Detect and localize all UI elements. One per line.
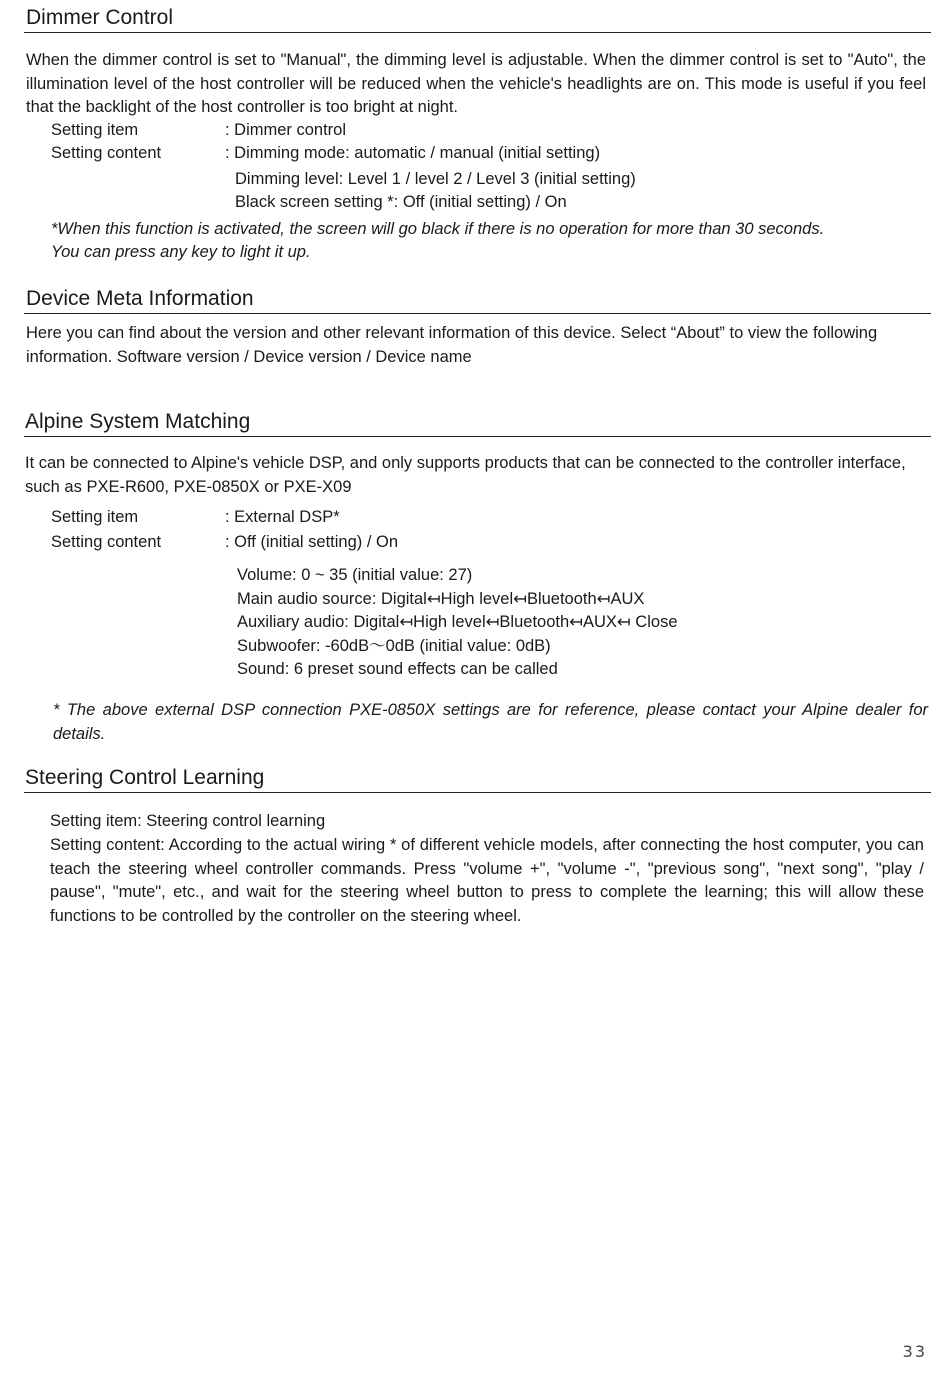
sound-line: Sound: 6 preset sound effects can be called	[237, 660, 558, 678]
alpine-note: * The above external DSP connection PXE-0850X settings are for reference, please contact your Alpine dealer for details.	[53, 701, 928, 743]
dimmer-body: When the dimmer control is set to "Manual", the dimming level is adjustable. When the dimmer control is set to "Auto", the illumination level of the host controller will be reduced when the vehicle's headlights are on. This mode is useful if you feel that the backlight of the host controller is too bright at night.	[26, 51, 926, 116]
steering-setting-content: Setting content: According to the actual wiring * of different vehicle models, after connecting the host computer, you can teach the steering wheel controller commands. Press "volume +", "volume -", "previous song", "next song", "play / pause", "mute", etc., and wait for the steering wheel button to press to complete the learning; this will allow these functions to be controlled by the controller on the steering wheel.	[50, 836, 924, 925]
page-number: 33	[902, 1342, 927, 1361]
volume-line: Volume: 0 ~ 35 (initial value: 27)	[237, 566, 473, 584]
meta-heading: Device Meta Information	[26, 287, 254, 310]
setting-item-value: : External DSP*	[225, 508, 340, 526]
dimmer-heading: Dimmer Control	[26, 6, 174, 29]
steering-heading: Steering Control Learning	[25, 766, 265, 789]
setting-content-value: : Dimming mode: automatic / manual (initial setting)	[225, 144, 601, 162]
subwoofer-line: Subwoofer: -60dB～0dB (initial value: 0dB)	[237, 637, 551, 655]
setting-content-label: Setting content	[51, 144, 162, 162]
dimming-level-line: Dimming level: Level 1 / level 2 / Level 3 (initial setting)	[235, 170, 636, 188]
alpine-body: It can be connected to Alpine's vehicle DSP, and only supports products that can be connected to the controller interface, such as PXE-R600, PXE-0850X or PXE-X09	[25, 454, 906, 496]
setting-item-value: : Dimmer control	[225, 121, 347, 139]
meta-body: Here you can find about the version and other relevant information of this device. Select “About” to view the following information. Software version / Device version / Device name	[26, 324, 878, 366]
alpine-heading: Alpine System Matching	[25, 410, 251, 433]
setting-content-value: : Off (initial setting) / On	[225, 533, 399, 551]
steering-rule	[24, 792, 931, 793]
main-audio-line: Main audio source: Digital↤High level↤Bluetooth↤AUX	[237, 590, 645, 608]
dimmer-note-2: You can press any key to light it up.	[51, 243, 311, 261]
dimmer-rule	[24, 32, 931, 33]
steering-setting-item: Setting item: Steering control learning	[50, 812, 326, 830]
dimmer-note-1: *When this function is activated, the screen will go black if there is no operation for more than 30 seconds.	[51, 220, 825, 238]
alpine-rule	[24, 436, 931, 437]
setting-content-label: Setting content	[51, 533, 162, 551]
aux-audio-line: Auxiliary audio: Digital↤High level↤Bluetooth↤AUX↤ Close	[237, 613, 678, 631]
black-screen-line: Black screen setting *: Off (initial setting) / On	[235, 193, 567, 211]
setting-item-label: Setting item	[51, 508, 139, 526]
setting-item-label: Setting item	[51, 121, 139, 139]
meta-rule	[24, 313, 931, 314]
